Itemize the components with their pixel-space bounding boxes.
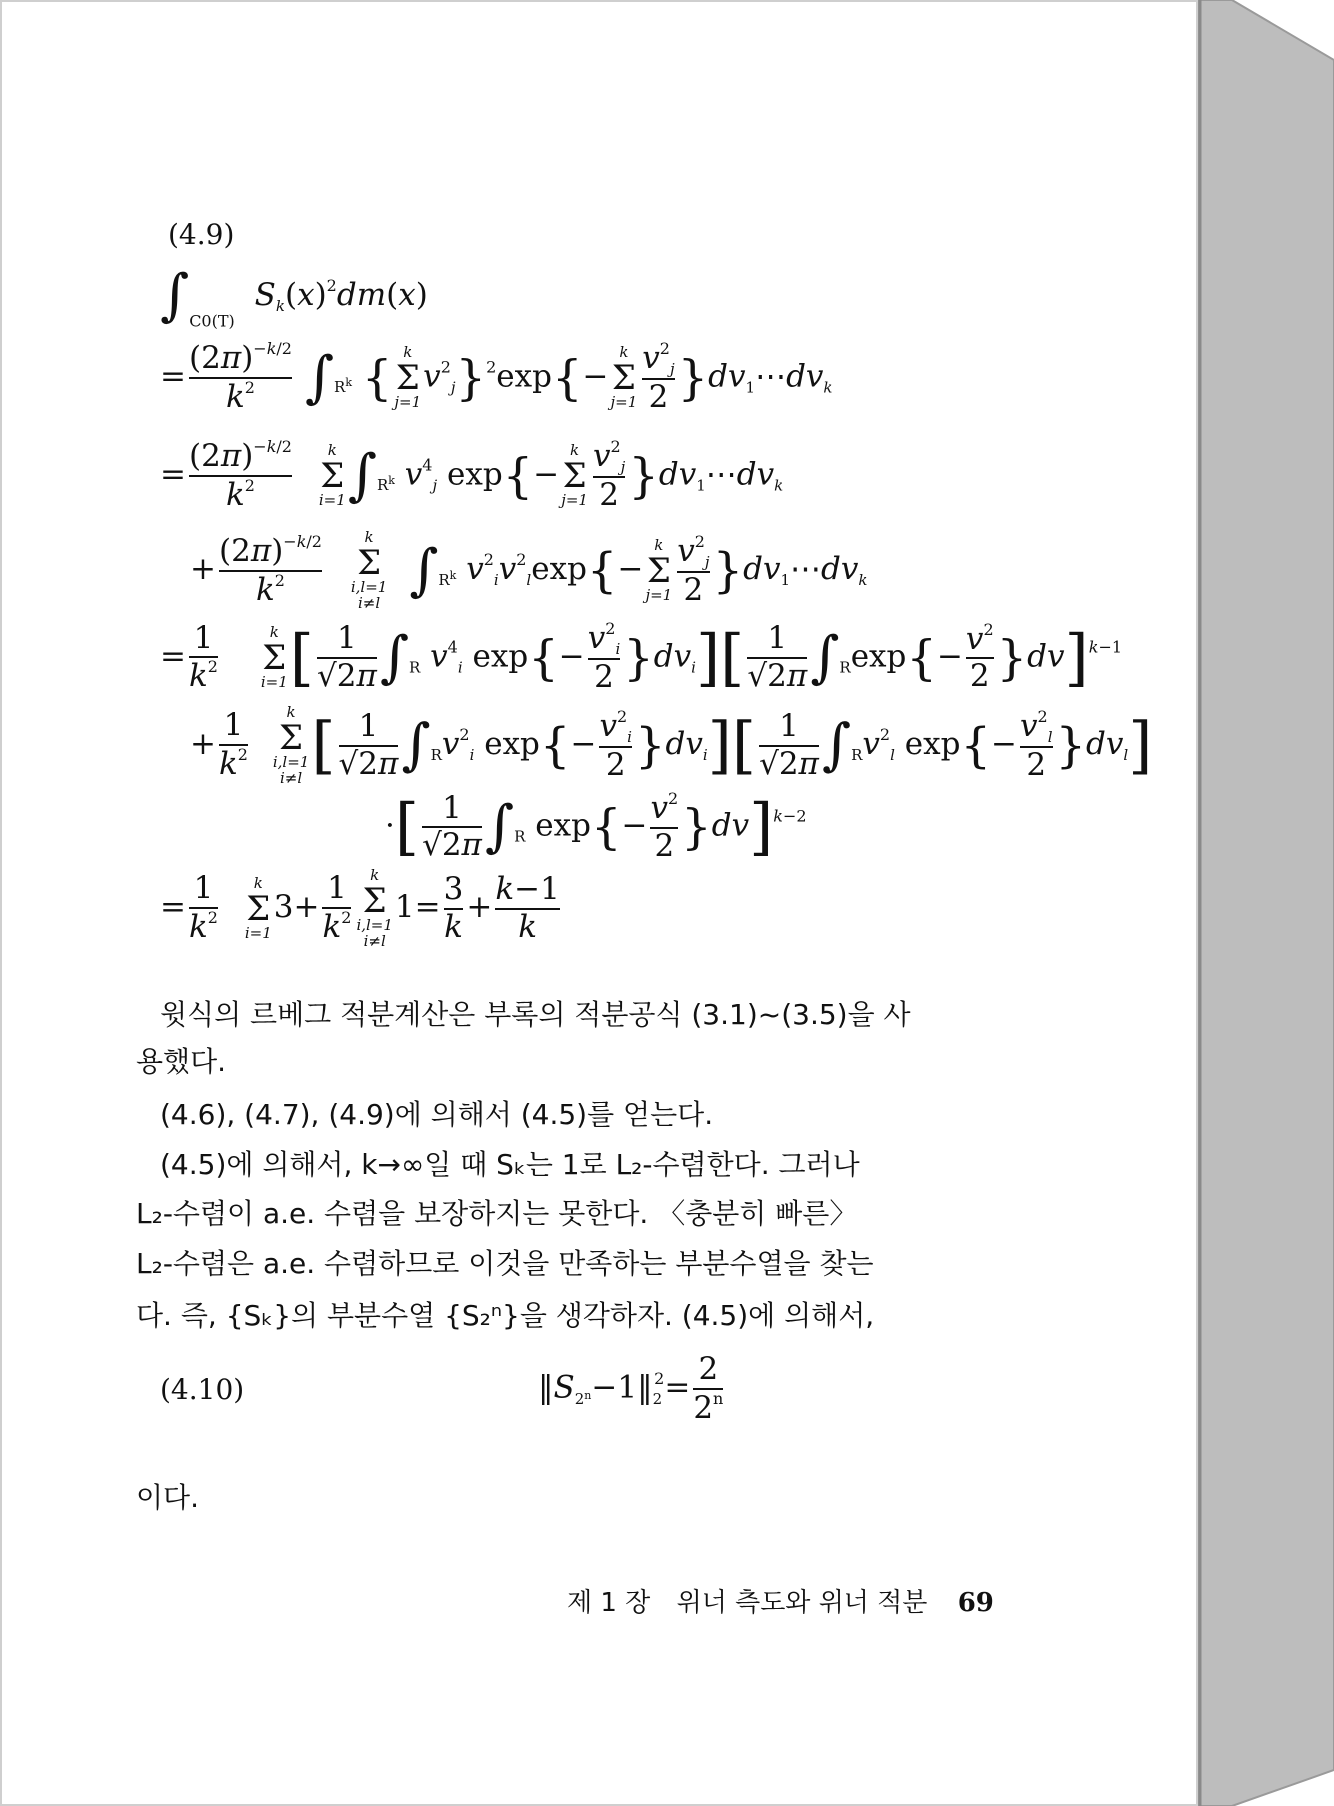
paragraph-line-2: 용했다. xyxy=(136,1045,227,1078)
equation-line-6: + $\frac{1}{k^2}$ k Σ i,l=1 i≠l [ $\frac{1}{√2\pi}$ $\int_Rv^2_i$ exp{− $\frac{v^2_i}{2}$ }$dv_i$][ $\frac{1}{√2\pi}$ $\int_Rv^2_l$ exp{− $\frac{v^2_l}{2}$ }$dv_l$] xyxy=(190,703,1153,787)
equation-line-3: = $\frac{(2\pi)^{-k/2}}{k^2}$ k Σ i=1 $\int_{R^k}$ $v^4_j$ exp{− k Σ j=1 $\frac{v^2_j}{2}$ }$dv_1\cdots dv_k$ xyxy=(160,437,784,514)
equation-line-4: + $\frac{(2\pi)^{-k/2}}{k^2}$ k Σ i,l=1 i≠l $\int_{R^k}$ $v^2_iv^2_l\exp\{-$ k Σ j=1 $\frac{v^2_j}{2}$ }$dv_1\cdots dv_k$ xyxy=(190,528,868,612)
footer-title: 위너 측도와 위너 적분 xyxy=(676,1588,928,1618)
equation-label-4-9: (4.9) xyxy=(168,218,235,251)
footer-chapter: 제 1 장 xyxy=(567,1588,651,1618)
paragraph-line-6: L₂-수렴은 a.e. 수렴하므로 이것을 만족하는 부분수열을 찾는 xyxy=(136,1247,874,1280)
rhs-numerator: 2 xyxy=(698,1351,719,1387)
equation-line-7: ·[ $\frac{1}{√2\pi}$ $\int_R$ exp{− $\frac{v^2}{2}$ }dv]$^{k-2}$ xyxy=(385,789,807,864)
equation-line-1: $\int_{C0(T)}$ $S_k(x)^2dm(x)$ xyxy=(160,263,428,331)
page-number: 69 xyxy=(957,1588,994,1618)
paragraph-line-3: (4.6), (4.7), (4.9)에 의해서 (4.5)를 얻는다. xyxy=(160,1098,714,1131)
paragraph-line-5: L₂-수렴이 a.e. 수렴을 보장하지는 못한다. 〈충분히 빠른〉 xyxy=(136,1197,858,1230)
page-footer xyxy=(567,1582,994,1619)
book-edge xyxy=(1198,0,1334,1806)
paragraph-line-1: 윗식의 르베그 적분계산은 부록의 적분공식 (3.1)~(3.5)을 사 xyxy=(160,998,911,1031)
rhs-denominator-exponent: n xyxy=(713,1388,724,1408)
paragraph-line-8: 이다. xyxy=(136,1481,199,1514)
rhs-denominator: 2 xyxy=(693,1389,714,1426)
paragraph-line-4: (4.5)에 의해서, k→∞일 때 Sₖ는 1로 L₂-수렴한다. 그러나 xyxy=(160,1148,860,1181)
paragraph-line-7: 다. 즉, {Sₖ}의 부분수열 {S₂ⁿ}을 생각하자. (4.5)에 의해서, xyxy=(136,1299,875,1332)
equation-4-10: $‖S_{2^n}-1‖_2^2=$ $\frac{2}{2^n}$ xyxy=(538,1351,724,1426)
equation-line-5: = $\frac{1}{k^2}$ k Σ i=1 [ $\frac{1}{√2\pi}$ $\int_R$ $v^4_i$ exp{− $\frac{v^2_i}{2}$ }$dv_i$][ $\frac{1}{√2\pi}$ $\int_R\exp\{-$ $\frac{v^2}{2}$ }dv]$^{k-1}$ xyxy=(160,619,1123,696)
equation-label-4-10: (4.10) xyxy=(160,1373,245,1406)
integral-domain: C0(T) xyxy=(189,311,235,331)
equation-line-8: = $\frac{1}{k^2}$ k Σ i=1 3+ $\frac{1}{k^2}$ k Σ i,l=1 i≠l 1= $\frac{3}{k}$ + $\frac{k-1}{k}$ xyxy=(160,866,560,950)
equation-line-2: = $\frac{(2\pi)^{-k/2}}{k^2}$ $\int_{R^k}$ { k Σ j=1 $v^2_j\}^2\exp\{-$ k Σ j=1 $\frac{v^2_j}{2}$ }$dv_1\cdots dv_k$ xyxy=(160,339,833,416)
